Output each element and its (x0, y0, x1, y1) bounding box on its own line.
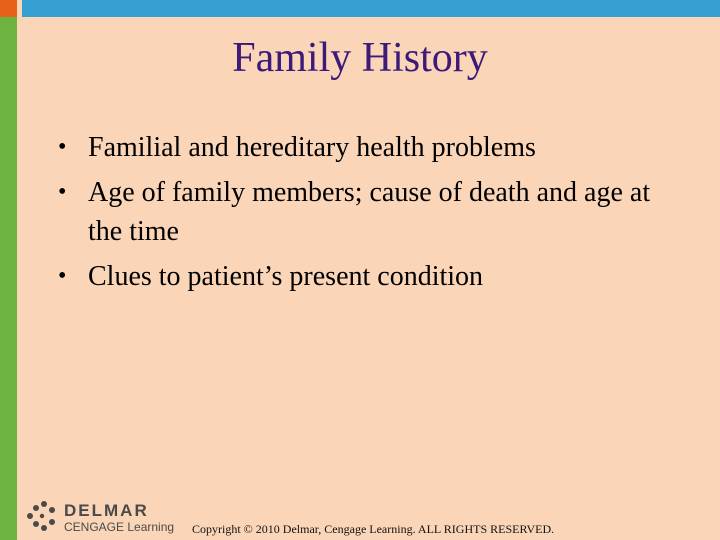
bullet-item: • Age of family members; cause of death and age at the time (58, 173, 668, 251)
bullet-item: • Clues to patient’s present condition (58, 257, 668, 296)
corner-accent-block (0, 0, 17, 17)
logo-brand-name: DELMAR (64, 501, 149, 520)
copyright-notice: Copyright © 2010 Delmar, Cengage Learning. ALL RIGHTS RESERVED. (192, 522, 555, 536)
top-accent-bar (22, 0, 720, 17)
logo-brand-subtitle: CENGAGE Learning (64, 520, 175, 534)
bullet-list (58, 128, 668, 302)
slide-title: Family History (232, 35, 488, 81)
delmar-cengage-logo (24, 498, 194, 538)
bullet-item: • Familial and hereditary health problems (58, 128, 668, 167)
dots-logo-icon (24, 498, 60, 534)
left-accent-bar (0, 0, 17, 540)
